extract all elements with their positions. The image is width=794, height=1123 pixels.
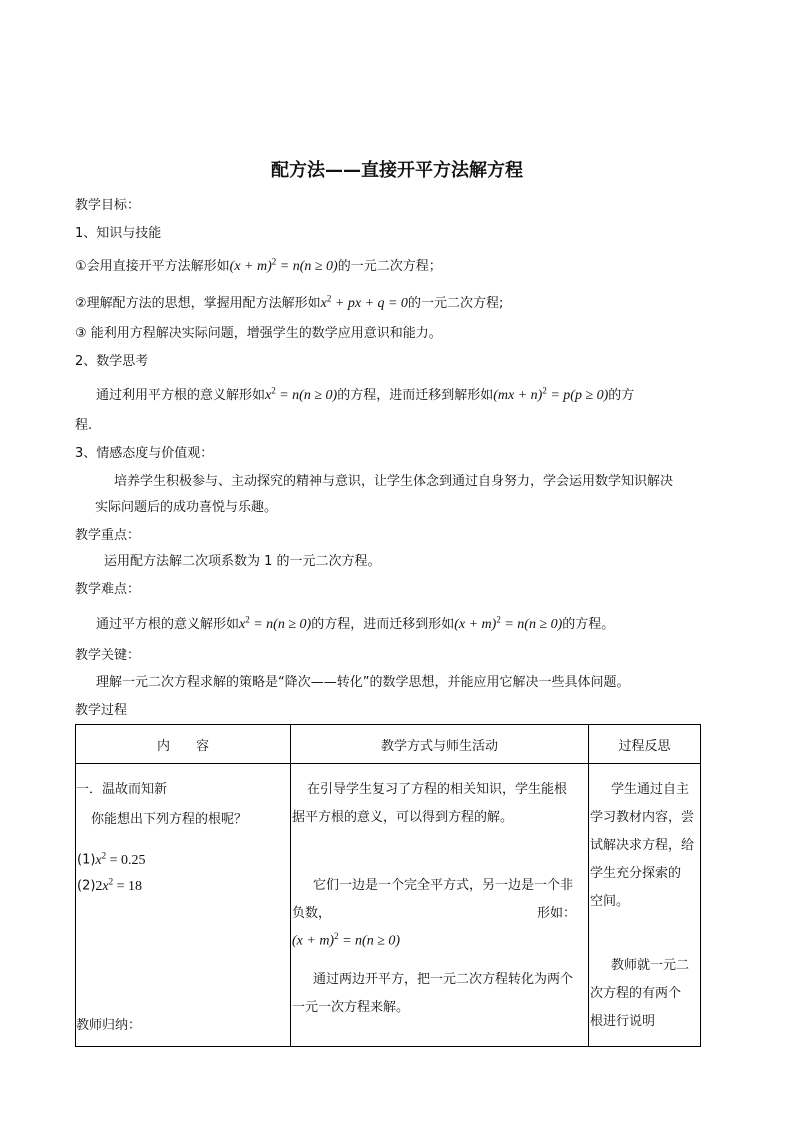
formula-x-squared-n-2: $x^2 = n(n \ge 0)$ [239,614,312,632]
review-title: 一．温故而知新 [76,782,168,797]
formula-square-form-3: $(x + m)^2 = n(n \ge 0)$ [292,931,401,949]
reflection-line-1: 学生通过自主 [611,782,690,797]
equation-2: $(2)2x^2 = 18$ [77,876,143,894]
formula-quadratic-form: $x^2$ + px + q = 0 [320,293,408,311]
reflection-line-2: 学习教材内容，尝 [590,810,695,825]
goal-item-3: ③ 能利用方程解决实际问题，增强学生的数学应用意识和能力。 [75,326,442,341]
method-line-7: 一元一次方程来解。 [292,1000,410,1015]
attitude-paragraph-line-1: 培养学生积极参与、主动探究的精神与意识，让学生体念到通过自身努力，学会运用数学知识解决 [114,474,674,489]
goal-item-2: ②理解配方法的思想，掌握用配方法解形如$x^2$ + px + q = 0的一元二次方程; [75,293,504,311]
difficulty-heading: 教学难点： [75,582,141,597]
reflection-line-7: 次方程的有两个 [590,986,682,1001]
attitude-paragraph-line-2: 实际问题后的成功喜悦与乐趣。 [95,500,278,515]
process-table [75,724,701,1047]
key-text: 运用配方法解二次项系数为 1 的一元二次方程。 [104,554,381,569]
cell-reflection [589,764,701,1047]
cell-teaching-method [291,764,589,1047]
cell-content [76,764,291,1047]
crux-text: 理解一元二次方程求解的策略是“降次——转化”的数学思想，并能应用它解决一些具体问题。 [96,675,630,690]
table-header-row [76,725,701,764]
review-question: 你能想出下列方程的根呢？ [91,812,248,827]
formula-square-form-2: $(x + m)^2 = n(n \ge 0)$ [454,614,563,632]
key-heading: 教学重点： [75,528,141,543]
equation-1: $(1)x^2 = 0.25$ [77,850,146,868]
page-title: 配方法——直接开平方法解方程 [271,160,523,181]
process-heading: 教学过程 [75,703,128,718]
method-line-6: 通过两边开平方，把一元二次方程转化为两个 [313,972,574,987]
thinking-paragraph-line-1: 通过利用平方根的意义解形如$x^2 = n(n \ge 0)$的方程，进而迁移到解形如(mx + n)$^2$ = p(p ≥ 0)的方 [96,385,635,403]
goals-heading: 教学目标： [75,198,141,213]
method-line-4a: 负数， [292,906,332,921]
method-line-4b: 形如： [537,906,577,921]
table-row [76,764,701,1047]
crux-heading: 教学关键： [75,648,141,663]
section-math-thinking: 2、数学思考 [75,354,149,369]
reflection-line-3: 试解决求方程，给 [590,838,695,853]
header-teaching-method: 教学方式与师生活动 [291,725,589,764]
thinking-paragraph-line-2: 程. [75,418,93,433]
header-content: 内 容 [76,725,291,764]
teacher-summary: 教师归纳： [76,1018,142,1033]
formula-x-squared-n: $x^2 = n(n \ge 0)$ [265,385,338,403]
difficulty-text: 通过平方根的意义解形如$x^2 = n(n \ge 0)$的方程，进而迁移到形如$(x + m)^2 = n(n \ge 0)$的方程。 [96,614,615,632]
method-line-2: 据平方根的意义，可以得到方程的解。 [292,810,514,825]
section-knowledge-skills: 1、知识与技能 [75,226,162,241]
reflection-line-6: 教师就一元二 [611,958,690,973]
goal-item-1: ①会用直接开平方法解形如$(x + m)^2 = n(n \ge 0)$的一元二次方程； [75,256,442,274]
header-reflection: 过程反思 [589,725,701,764]
section-attitude-values: 3、情感态度与价值观： [75,446,214,461]
reflection-line-5: 空间。 [590,894,630,909]
formula-square-form: $(x + m)^2 = n(n \ge 0)$ [229,256,338,274]
method-line-3: 它们一边是一个完全平方式，另一边是一个非 [313,878,574,893]
reflection-line-4: 学生充分探索的 [590,866,682,881]
method-line-1: 在引导学生复习了方程的相关知识，学生能根 [307,782,568,797]
formula-mx-n-squared: (mx + n)$^2$ = p(p ≥ 0) [493,385,609,403]
reflection-line-8: 根进行说明 [590,1014,656,1029]
